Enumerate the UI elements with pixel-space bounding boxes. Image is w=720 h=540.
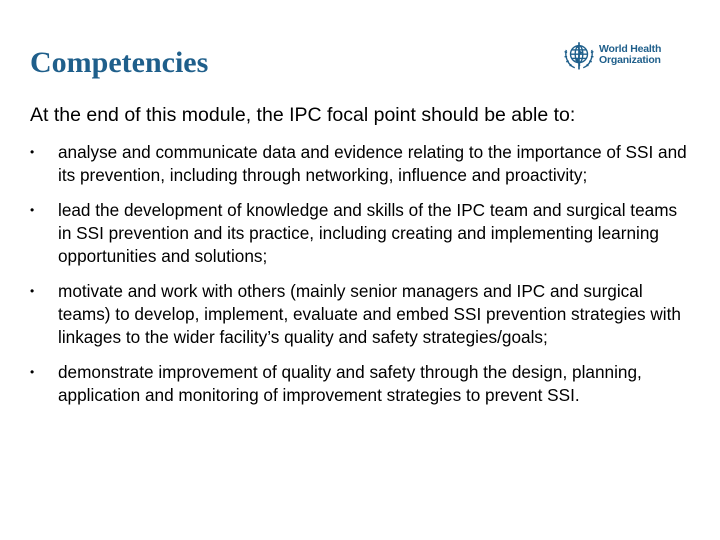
bullet-icon: • xyxy=(30,365,35,379)
who-logo xyxy=(562,37,672,73)
list-item xyxy=(30,199,692,268)
intro-text: At the end of this module, the IPC focal point should be able to: xyxy=(30,104,576,126)
list-item xyxy=(30,280,692,349)
logo-line-1: World Health xyxy=(599,42,662,55)
list-item-text: demonstrate improvement of quality and safety through the design, planning, application and monitoring of improvement strategies to prevent SSI. xyxy=(58,362,642,405)
logo-line-2: Organization xyxy=(599,54,661,66)
list-item-text: analyse and communicate data and evidence relating to the importance of SSI and its prevention, including through networking, influence and proactivity; xyxy=(58,142,687,185)
list-item-text: motivate and work with others (mainly senior managers and IPC and surgical teams) to develop, implement, evaluate and embed SSI prevention strategies with linkages to the wider facility’s quality and safety strategies/goals; xyxy=(58,281,681,347)
list-item xyxy=(30,141,692,187)
bullet-icon: • xyxy=(30,145,35,159)
list-item-text: lead the development of knowledge and skills of the IPC team and surgical teams in SSI prevention and its practice, including creating and implementing learning opportunities and solutions; xyxy=(58,200,678,266)
who-emblem-icon xyxy=(562,38,596,72)
bullet-icon: • xyxy=(30,284,35,298)
slide-title: Competencies xyxy=(30,46,209,79)
bullet-icon: • xyxy=(30,203,35,217)
list-item xyxy=(30,361,692,407)
who-logo-text xyxy=(599,44,661,67)
competency-list xyxy=(30,141,692,419)
